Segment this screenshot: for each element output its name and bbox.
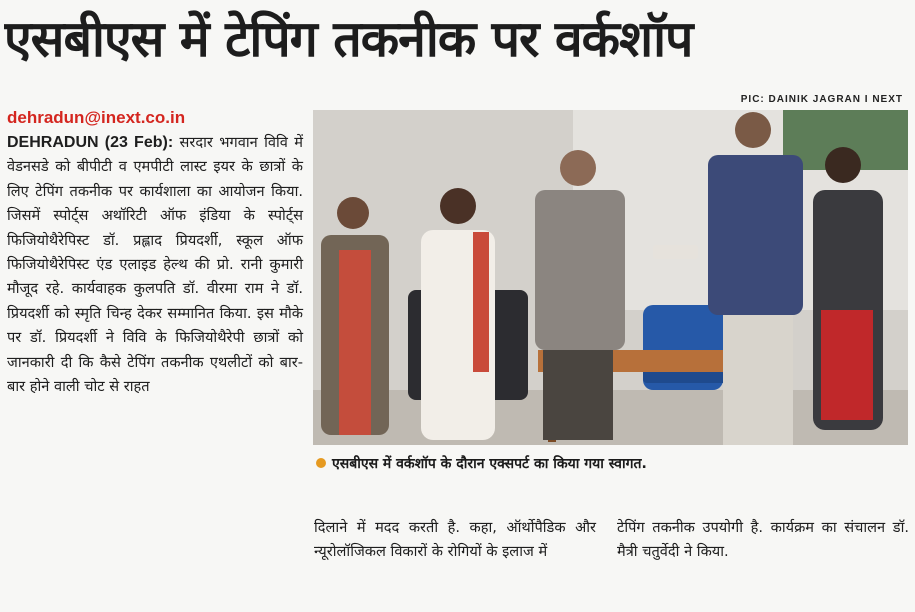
caption-text: एसबीएस में वर्कशॉप के दौरान एक्सपर्ट का किया गया स्वागत. [332, 455, 647, 472]
body-column-right: टेपिंग तकनीक उपयोगी है. कार्यक्रम का संचालन डॉ. मैत्री चतुर्वेदी ने किया. [617, 519, 909, 560]
body-text-left: सरदार भगवान विवि में वेडनसडे को बीपीटी व एमपीटी लास्ट इयर के छात्रों के लिए टेपिंग तकनीक पर कार्यशाला का आयोजन किया. जिसमें स्पोर्ट्स अथॉरिटी ऑफ इंडिया के स्पोर्ट्स फिजियोथैरेपिस्ट डॉ. प्रह्लाद प्रियदर्शी, स्कूल ऑफ फिजियोथैरेपिस्ट एंड एलाइड हेल्थ की प्रो. रानी कुमारी मौजूद रहे. कार्यवाहक कुलपति डॉ. वीरमा राम ने डॉ. प्रियदर्शी को स्मृति चिन्ह देकर सम्मानित किया. इस मौके पर डॉ. प्रियदर्शी ने विवि के फिजियोथैरेपी छात्रों को जानकारी दी कि कैसे टेपिंग तकनीक एथलीटों को बार-बार होने वाली चोट से राहत [7, 134, 304, 396]
event-photo [313, 110, 908, 445]
dateline: DEHRADUN (23 Feb): [7, 134, 174, 151]
body-column-middle: दिलाने में मदद करती है. कहा, ऑर्थोपैडिक और न्यूरोलॉजिकल विकारों के रोगियों के इलाज में [314, 519, 596, 560]
headline: एसबीएस में टेपिंग तकनीक पर वर्कशॉप [4, 10, 693, 68]
bullet-icon [316, 458, 326, 468]
body-column-left [7, 131, 303, 399]
reporter-email[interactable]: dehradun@inext.co.in [7, 108, 186, 127]
photo-credit: PIC: DAINIK JAGRAN I NEXT [740, 94, 903, 105]
photo-illustration [313, 110, 908, 445]
photo-caption [316, 451, 906, 475]
